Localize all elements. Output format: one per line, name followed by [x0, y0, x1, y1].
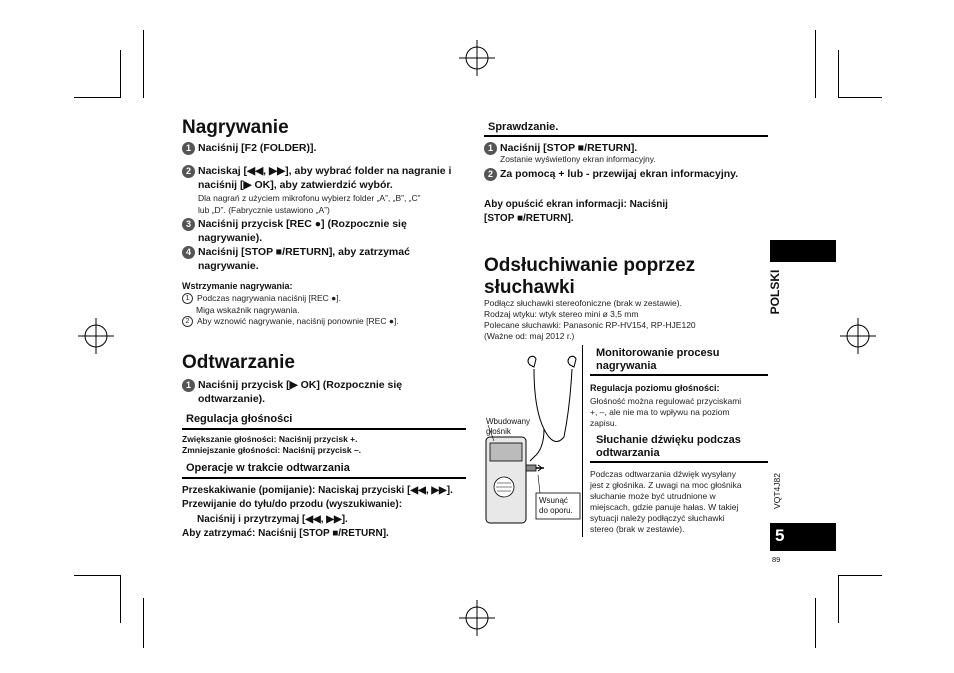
- pause-line-1: [182, 292, 472, 304]
- subheading-monitor: [596, 347, 719, 373]
- exit-info-line1: Aby opuścić ekran informacji: Naciśnij: [484, 199, 668, 210]
- ops-search: Przewijanie do tyłu/do przodu (wyszukiwanie):: [182, 499, 403, 510]
- circled-number: 1: [182, 293, 193, 304]
- step-text: Za pomocą + lub - przewijaj ekran informacyjny.: [500, 168, 739, 180]
- exit-info-line2: [STOP ■/RETURN].: [484, 213, 574, 224]
- check-step-2: [484, 167, 768, 181]
- subheading-line: nagrywania: [596, 360, 657, 372]
- monitor-text-1: Głośność można regulować przyciskami: [590, 396, 742, 406]
- monitor-text-2: +, –, ale nie ma to wpływu na poziom: [590, 407, 730, 417]
- ops-stop: Aby zatrzymać: Naciśnij [STOP ■/RETURN].: [182, 528, 389, 539]
- label-line: Wbudowany: [486, 417, 531, 426]
- divider: [590, 461, 768, 463]
- volume-up-text: Zwiększanie głośności: Naciśnij przycisk +.: [182, 434, 358, 444]
- step-number: 1: [484, 142, 497, 155]
- step-1: [182, 141, 472, 155]
- monitor-subheading: Regulacja poziomu głośności:: [590, 383, 720, 393]
- step-note: lub „D”. (Fabrycznie ustawiono „A”): [198, 205, 330, 215]
- section-title-nagrywanie: Nagrywanie: [182, 117, 289, 138]
- registration-mark-icon: [459, 40, 495, 76]
- page-number: 89: [772, 555, 781, 564]
- pause-line-2: [182, 315, 472, 327]
- page-tab-number: 5: [775, 526, 785, 545]
- step-3: [182, 217, 472, 245]
- monitor-text-3: zapisu.: [590, 418, 617, 428]
- crop-mark: [143, 30, 144, 98]
- speaker-text-5: sytuacji należy podłączyć słuchawki: [590, 513, 725, 523]
- ops-skip: Przeskakiwanie (pomijanie): Naciskaj przyciski [◀◀, ▶▶].: [182, 485, 453, 496]
- subheading-operations: Operacje w trakcie odtwarzania: [186, 462, 350, 474]
- divider: [182, 428, 466, 430]
- step-number: 1: [182, 142, 195, 155]
- language-label: POLSKI: [768, 269, 782, 315]
- step-text: Naciśnij [F2 (FOLDER)].: [198, 142, 317, 154]
- step-text: Naciskaj [◀◀, ▶▶], aby wybrać folder na nagranie i: [198, 165, 452, 177]
- label-speaker: [486, 417, 530, 437]
- crop-mark: [838, 97, 882, 98]
- volume-down-text: Zmniejszanie głośności: Naciśnij przycisk –.: [182, 445, 362, 455]
- step-text: Naciśnij przycisk [REC ●] (Rozpocznie się: [198, 218, 407, 230]
- step-text: nagrywanie.: [198, 260, 259, 272]
- step-number: 4: [182, 246, 195, 259]
- document-code: VQT4J82: [772, 473, 782, 509]
- step-text: odtwarzanie).: [198, 393, 266, 405]
- speaker-text-1: Podczas odtwarzania dźwięk wysyłany: [590, 469, 736, 479]
- crop-mark: [838, 575, 882, 576]
- section-title-odtwarzanie: Odtwarzanie: [182, 352, 295, 373]
- crop-mark: [815, 30, 816, 98]
- title-line: słuchawki: [484, 277, 575, 298]
- subheading-speaker: [596, 434, 741, 460]
- intro-3: Polecane słuchawki: Panasonic RP-HV154, RP-HJE120: [484, 320, 696, 330]
- step-text: nagrywanie).: [198, 232, 263, 244]
- crop-mark: [120, 575, 121, 623]
- step-number: 2: [182, 165, 195, 178]
- crop-mark: [143, 598, 144, 648]
- label-line: głośnik: [486, 427, 511, 436]
- ops-hold: Naciśnij i przytrzymaj [◀◀, ▶▶].: [197, 514, 348, 525]
- intro-4: (Ważne od: maj 2012 r.): [484, 331, 575, 341]
- step-1: [182, 378, 472, 406]
- crop-mark: [120, 50, 121, 98]
- speaker-text-6: stereo (brak w zestawie).: [590, 524, 685, 534]
- step-note: Dla nagrań z użyciem mikrofonu wybierz folder „A”, „B”, „C”: [198, 193, 421, 203]
- step-number: 2: [484, 168, 497, 181]
- crop-mark: [838, 50, 839, 98]
- title-line: Odsłuchiwanie poprzez: [484, 255, 696, 276]
- label-line: Wsunąć: [539, 496, 568, 505]
- subheading-line: odtwarzania: [596, 447, 660, 459]
- headphone-illustration: [484, 345, 583, 537]
- step-number: 3: [182, 218, 195, 231]
- divider: [182, 477, 466, 479]
- step-text: Naciśnij przycisk [▶ OK] (Rozpocznie się: [198, 379, 403, 391]
- divider: [484, 135, 768, 137]
- step-number: 1: [182, 379, 195, 392]
- registration-mark-icon: [459, 600, 495, 636]
- pause-text: Aby wznowić nagrywanie, naciśnij ponownie [REC ●].: [197, 316, 399, 326]
- subheading-line: Słuchanie dźwięku podczas: [596, 434, 741, 446]
- section-title-headphones: [484, 255, 695, 299]
- speaker-text-3: słuchanie może być utrudnione w: [590, 491, 716, 501]
- check-step-1: [484, 141, 768, 165]
- speaker-text-4: miejscach, gdzie panuje hałas. W takiej: [590, 502, 739, 512]
- crop-mark: [838, 575, 839, 623]
- label-line: do oporu.: [539, 506, 573, 515]
- pause-line-1b: Miga wskaźnik nagrywania.: [196, 305, 300, 315]
- divider: [590, 374, 768, 376]
- step-text: naciśnij [▶ OK], aby zatwierdzić wybór.: [198, 179, 393, 191]
- subheading-check: Sprawdzanie.: [488, 121, 559, 133]
- step-text: Naciśnij [STOP ■/RETURN].: [500, 142, 638, 154]
- crop-mark: [74, 97, 120, 98]
- pause-heading: Wstrzymanie nagrywania:: [182, 281, 293, 291]
- intro-2: Rodzaj wtyku: wtyk stereo mini ø 3,5 mm: [484, 309, 639, 319]
- registration-mark-icon: [78, 318, 114, 354]
- registration-mark-icon: [840, 318, 876, 354]
- speaker-text-2: jest z głośnika. Z uwagi na moc głośnika: [590, 480, 742, 490]
- step-2: [182, 164, 472, 216]
- pause-text: Podczas nagrywania naciśnij [REC ●].: [197, 293, 342, 303]
- step-text: Naciśnij [STOP ■/RETURN], aby zatrzymać: [198, 246, 410, 258]
- step-note: Zostanie wyświetlony ekran informacyjny.: [500, 154, 656, 164]
- label-insert: [539, 496, 573, 516]
- crop-mark: [74, 575, 120, 576]
- subheading-volume: Regulacja głośności: [186, 413, 293, 425]
- crop-mark: [815, 598, 816, 648]
- subheading-line: Monitorowanie procesu: [596, 347, 720, 359]
- intro-1: Podłącz słuchawki stereofoniczne (brak w zestawie).: [484, 298, 682, 308]
- circled-number: 2: [182, 316, 193, 327]
- step-4: [182, 245, 472, 273]
